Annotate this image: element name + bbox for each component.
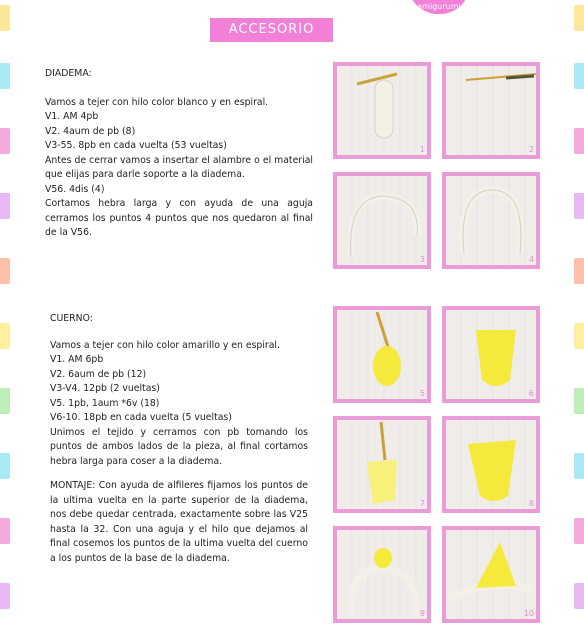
yellow-horn-photo	[442, 306, 540, 403]
brand-badge: amigurumi	[408, 0, 470, 14]
tab-blue	[0, 453, 10, 479]
instruction-line: Unimos el tejido y cerramos con pb tomando los puntos de ambos lados de la pieza, al final cortamos hebra larga para coser a la diadema.	[50, 426, 308, 467]
instruction-line: Vamos a tejer con hilo color blanco y en espiral.	[45, 96, 269, 108]
right-color-tabs	[574, 0, 584, 639]
photo-number: 3	[419, 255, 425, 264]
instruction-line: V2. 4aum de pb (8)	[45, 125, 136, 137]
tab-blue	[0, 63, 10, 89]
horn-closed-photo	[442, 416, 540, 513]
diadema-section	[45, 67, 313, 241]
tab-peach	[574, 258, 584, 284]
yellow-horn-start-photo	[333, 306, 431, 403]
pinned-horn-headband-photo	[333, 526, 431, 623]
page-title: ACCESORIO	[210, 18, 333, 42]
tab-peach	[0, 258, 10, 284]
photo-number: 8	[528, 499, 534, 508]
photo-number: 2	[528, 145, 534, 154]
instruction-line: Cortamos hebra larga y con ayuda de una aguja cerramos los puntos 4 puntos que nos quedaron al final de la V56.	[45, 198, 313, 238]
tab-yellow	[574, 5, 584, 31]
cuerno-heading: CUERNO:	[50, 313, 93, 324]
headband-wire-photo	[333, 172, 431, 269]
montaje-text: MONTAJE: Con ayuda de alfileres fijamos los puntos de la ultima vuelta en la parte superior de la diadema, nos debe quedar centrada, exactamente sobre las V25 hasta la 32. Con una aguja y el hilo que dejamos al final cosemos los puntos de la ultima vuelta del cuerno a los puntos de la base de la diadema.	[50, 480, 308, 564]
instruction-line: Vamos a tejer con hilo color amarillo y en espiral.	[50, 339, 280, 351]
photo-number: 4	[528, 255, 534, 264]
finished-headband-photo	[442, 172, 540, 269]
left-color-tabs	[0, 0, 10, 639]
tab-blue	[574, 63, 584, 89]
needle-closing-photo	[442, 62, 540, 159]
instruction-line: V56. 4dis (4)	[45, 183, 105, 195]
instruction-line: V3-V4. 12pb (2 vueltas)	[50, 383, 160, 394]
tab-yellow	[0, 323, 10, 349]
tab-pink	[574, 128, 584, 154]
tab-purple	[574, 583, 584, 609]
photo-number: 5	[419, 389, 425, 398]
photo-number: 7	[419, 499, 425, 508]
instruction-line: Antes de cerrar vamos a insertar el alambre o el material que elijas para darle soporte a la diadema.	[45, 154, 313, 180]
tab-yellow	[574, 323, 584, 349]
instruction-line: V1. AM 6pb	[50, 354, 104, 365]
diadema-heading: DIADEMA:	[45, 68, 92, 79]
instruction-line: V3-55. 8pb en cada vuelta (53 vueltas)	[45, 140, 227, 151]
instruction-line: V2. 6aum de pb (12)	[50, 368, 147, 380]
tab-green	[574, 388, 584, 414]
crochet-white-tube-photo	[333, 62, 431, 159]
photo-number: 9	[419, 609, 425, 618]
instruction-line: V1. AM 4pb	[45, 111, 99, 122]
photo-number: 6	[528, 389, 534, 398]
tab-purple	[574, 193, 584, 219]
tab-green	[0, 388, 10, 414]
instruction-line: V6-10. 18pb en cada vuelta (5 vueltas)	[50, 412, 232, 423]
cuerno-section	[50, 312, 308, 566]
horn-joining-photo	[333, 416, 431, 513]
tab-yellow	[0, 5, 10, 31]
sewn-horn-headband-photo	[442, 526, 540, 623]
instruction-line: V5. 1pb, 1aum *6v (18)	[50, 397, 160, 409]
tab-pink	[0, 128, 10, 154]
tab-purple	[0, 583, 10, 609]
tab-purple	[0, 193, 10, 219]
tab-blue	[574, 453, 584, 479]
tab-pink	[0, 518, 10, 544]
photo-number: 10	[523, 609, 534, 618]
tab-pink	[574, 518, 584, 544]
photo-number: 1	[419, 145, 425, 154]
